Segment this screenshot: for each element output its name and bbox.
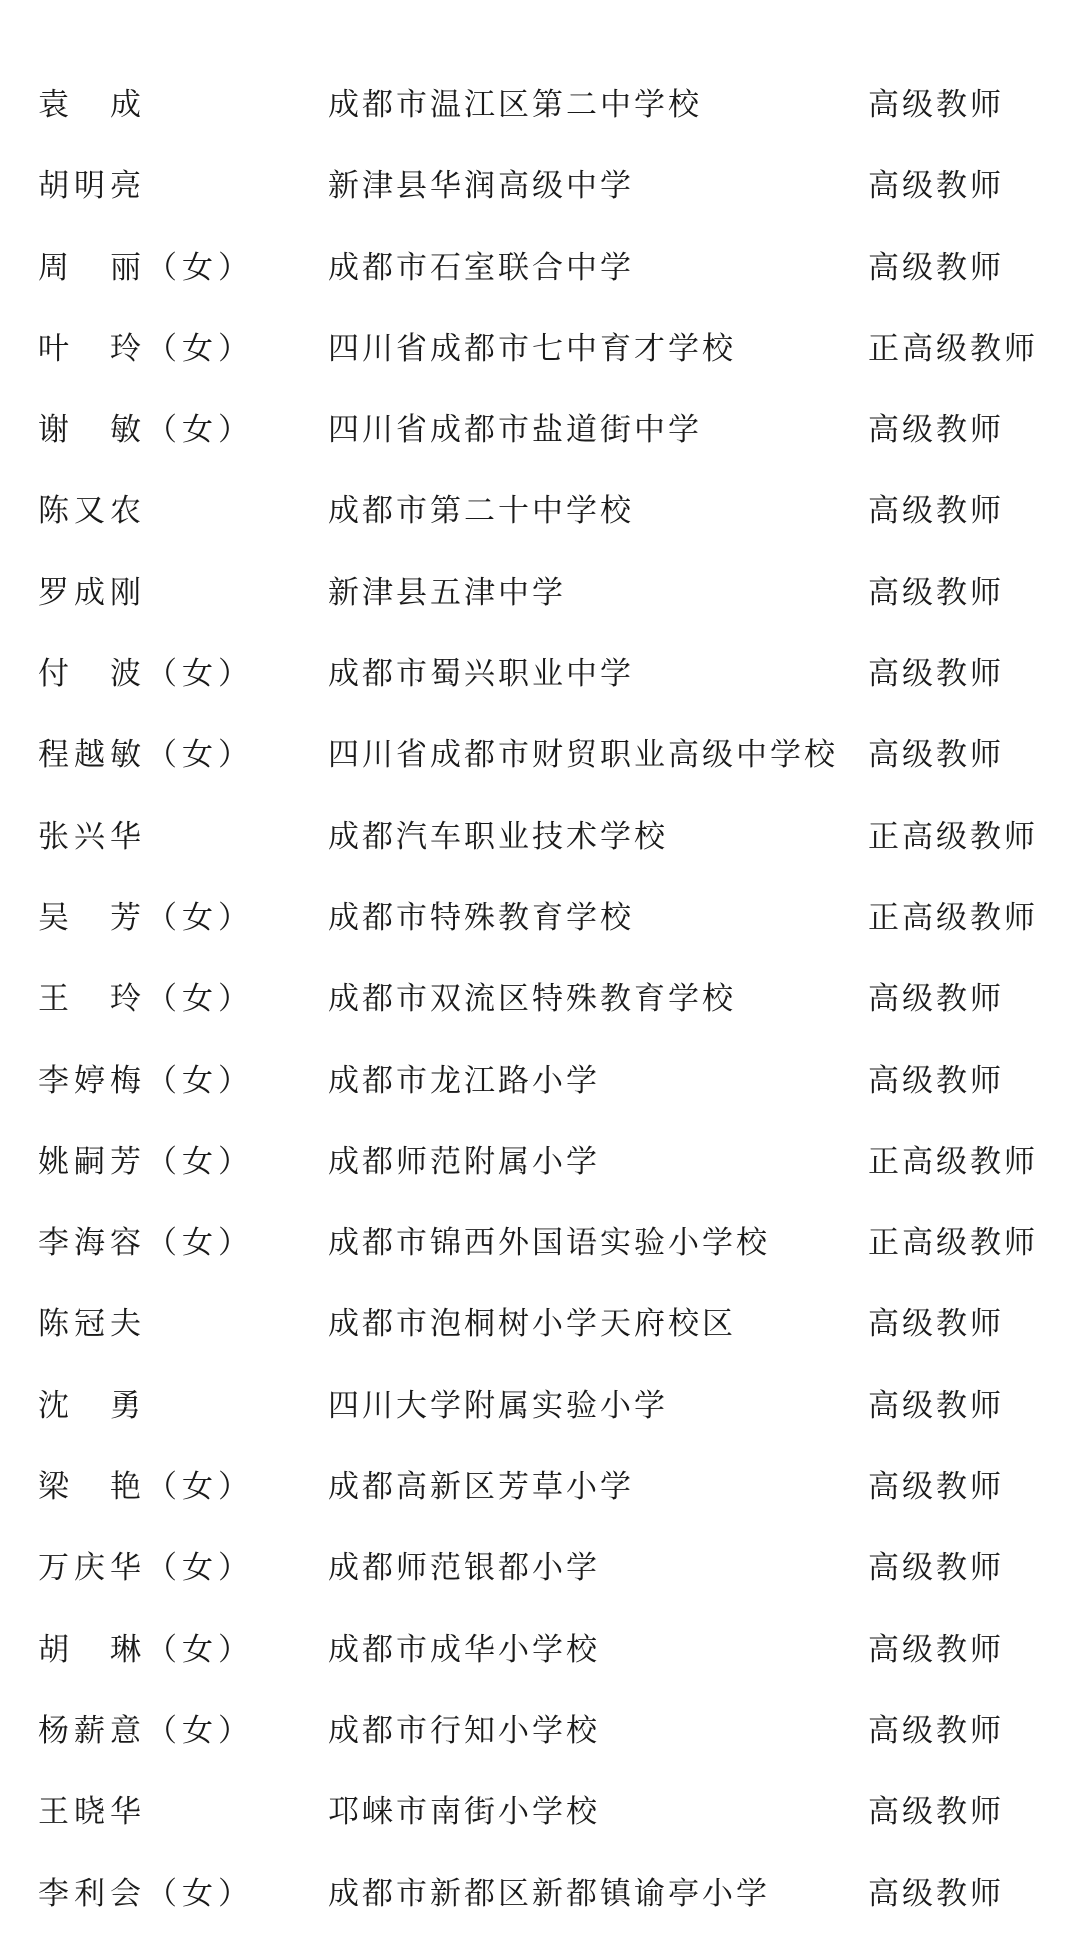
school-name: 成都市第二十中学校 <box>328 493 634 530</box>
teacher-name: 姚嗣芳（女） <box>38 1143 254 1180</box>
school-name: 成都市特殊教育学校 <box>328 899 634 936</box>
professional-title: 高级教师 <box>868 249 1004 286</box>
teacher-name: 谢 敏（女） <box>38 412 254 449</box>
teacher-name: 李利会（女） <box>38 1875 254 1912</box>
roster-row <box>0 1859 1080 1940</box>
roster-row <box>0 1615 1080 1696</box>
professional-title: 高级教师 <box>868 1794 1004 1831</box>
professional-title: 高级教师 <box>868 1387 1004 1424</box>
professional-title: 高级教师 <box>868 574 1004 611</box>
teacher-name: 胡明亮 <box>38 168 146 205</box>
teacher-name: 万庆华（女） <box>38 1550 254 1587</box>
school-name: 成都师范附属小学 <box>328 1143 600 1180</box>
school-name: 邛崃市南街小学校 <box>328 1794 600 1831</box>
professional-title: 高级教师 <box>868 1631 1004 1668</box>
school-name: 新津县五津中学 <box>328 574 566 611</box>
school-name: 四川省成都市七中育才学校 <box>328 330 736 367</box>
roster-row <box>0 151 1080 232</box>
roster-row <box>0 1208 1080 1289</box>
school-name: 四川大学附属实验小学 <box>328 1387 668 1424</box>
professional-title: 正高级教师 <box>868 330 1038 367</box>
teacher-name: 罗成刚 <box>38 574 146 611</box>
school-name: 成都市双流区特殊教育学校 <box>328 981 736 1018</box>
teacher-name: 李海容（女） <box>38 1225 254 1262</box>
roster-row <box>0 1533 1080 1614</box>
professional-title: 正高级教师 <box>868 1225 1038 1262</box>
school-name: 成都市龙江路小学 <box>328 1062 600 1099</box>
roster-row <box>0 802 1080 883</box>
roster-row <box>0 476 1080 557</box>
professional-title: 高级教师 <box>868 1550 1004 1587</box>
professional-title: 正高级教师 <box>868 1143 1038 1180</box>
teacher-name: 周 丽（女） <box>38 249 254 286</box>
roster-row <box>0 1452 1080 1533</box>
roster-row <box>0 233 1080 314</box>
professional-title: 高级教师 <box>868 168 1004 205</box>
teacher-name: 程越敏（女） <box>38 737 254 774</box>
professional-title: 高级教师 <box>868 1062 1004 1099</box>
teacher-name: 陈又农 <box>38 493 146 530</box>
roster-row <box>0 964 1080 1045</box>
roster-row <box>0 558 1080 639</box>
school-name: 四川省成都市财贸职业高级中学校 <box>328 737 838 774</box>
teacher-name: 付 波（女） <box>38 656 254 693</box>
school-name: 成都市新都区新都镇谕亭小学 <box>328 1875 770 1912</box>
school-name: 成都汽车职业技术学校 <box>328 818 668 855</box>
school-name: 新津县华润高级中学 <box>328 168 634 205</box>
professional-title: 高级教师 <box>868 981 1004 1018</box>
roster-row <box>0 883 1080 964</box>
teacher-name: 袁 成 <box>38 87 146 123</box>
roster-row <box>0 1777 1080 1858</box>
teacher-name: 李婷梅（女） <box>38 1062 254 1099</box>
teacher-name: 吴 芳（女） <box>38 899 254 936</box>
professional-title: 高级教师 <box>868 1712 1004 1749</box>
teacher-name: 张兴华 <box>38 818 146 855</box>
professional-title: 高级教师 <box>868 493 1004 530</box>
roster-row <box>0 1696 1080 1777</box>
teacher-roster <box>0 70 1080 1940</box>
school-name: 成都市泡桐树小学天府校区 <box>328 1306 736 1343</box>
professional-title: 正高级教师 <box>868 818 1038 855</box>
teacher-name: 杨薪意（女） <box>38 1712 254 1749</box>
teacher-name: 王晓华 <box>38 1794 146 1831</box>
professional-title: 高级教师 <box>868 87 1004 123</box>
roster-row <box>0 1289 1080 1370</box>
roster-row <box>0 314 1080 395</box>
professional-title: 高级教师 <box>868 1469 1004 1506</box>
teacher-name: 沈 勇 <box>38 1387 146 1424</box>
professional-title: 正高级教师 <box>868 899 1038 936</box>
school-name: 成都市成华小学校 <box>328 1631 600 1668</box>
professional-title: 高级教师 <box>868 737 1004 774</box>
school-name: 成都市蜀兴职业中学 <box>328 656 634 693</box>
school-name: 成都师范银都小学 <box>328 1550 600 1587</box>
professional-title: 高级教师 <box>868 656 1004 693</box>
teacher-name: 叶 玲（女） <box>38 330 254 367</box>
roster-row <box>0 1127 1080 1208</box>
roster-row <box>0 70 1080 151</box>
roster-row <box>0 1046 1080 1127</box>
school-name: 成都市石室联合中学 <box>328 249 634 286</box>
teacher-name: 梁 艳（女） <box>38 1469 254 1506</box>
roster-row <box>0 639 1080 720</box>
roster-row <box>0 1371 1080 1452</box>
school-name: 成都市锦西外国语实验小学校 <box>328 1225 770 1262</box>
professional-title: 高级教师 <box>868 1875 1004 1912</box>
roster-row <box>0 395 1080 476</box>
teacher-name: 胡 琳（女） <box>38 1631 254 1668</box>
teacher-name: 王 玲（女） <box>38 981 254 1018</box>
professional-title: 高级教师 <box>868 1306 1004 1343</box>
school-name: 成都高新区芳草小学 <box>328 1469 634 1506</box>
school-name: 成都市行知小学校 <box>328 1712 600 1749</box>
professional-title: 高级教师 <box>868 412 1004 449</box>
school-name: 四川省成都市盐道街中学 <box>328 412 702 449</box>
teacher-name: 陈冠夫 <box>38 1306 146 1343</box>
roster-row <box>0 720 1080 801</box>
school-name: 成都市温江区第二中学校 <box>328 87 702 123</box>
